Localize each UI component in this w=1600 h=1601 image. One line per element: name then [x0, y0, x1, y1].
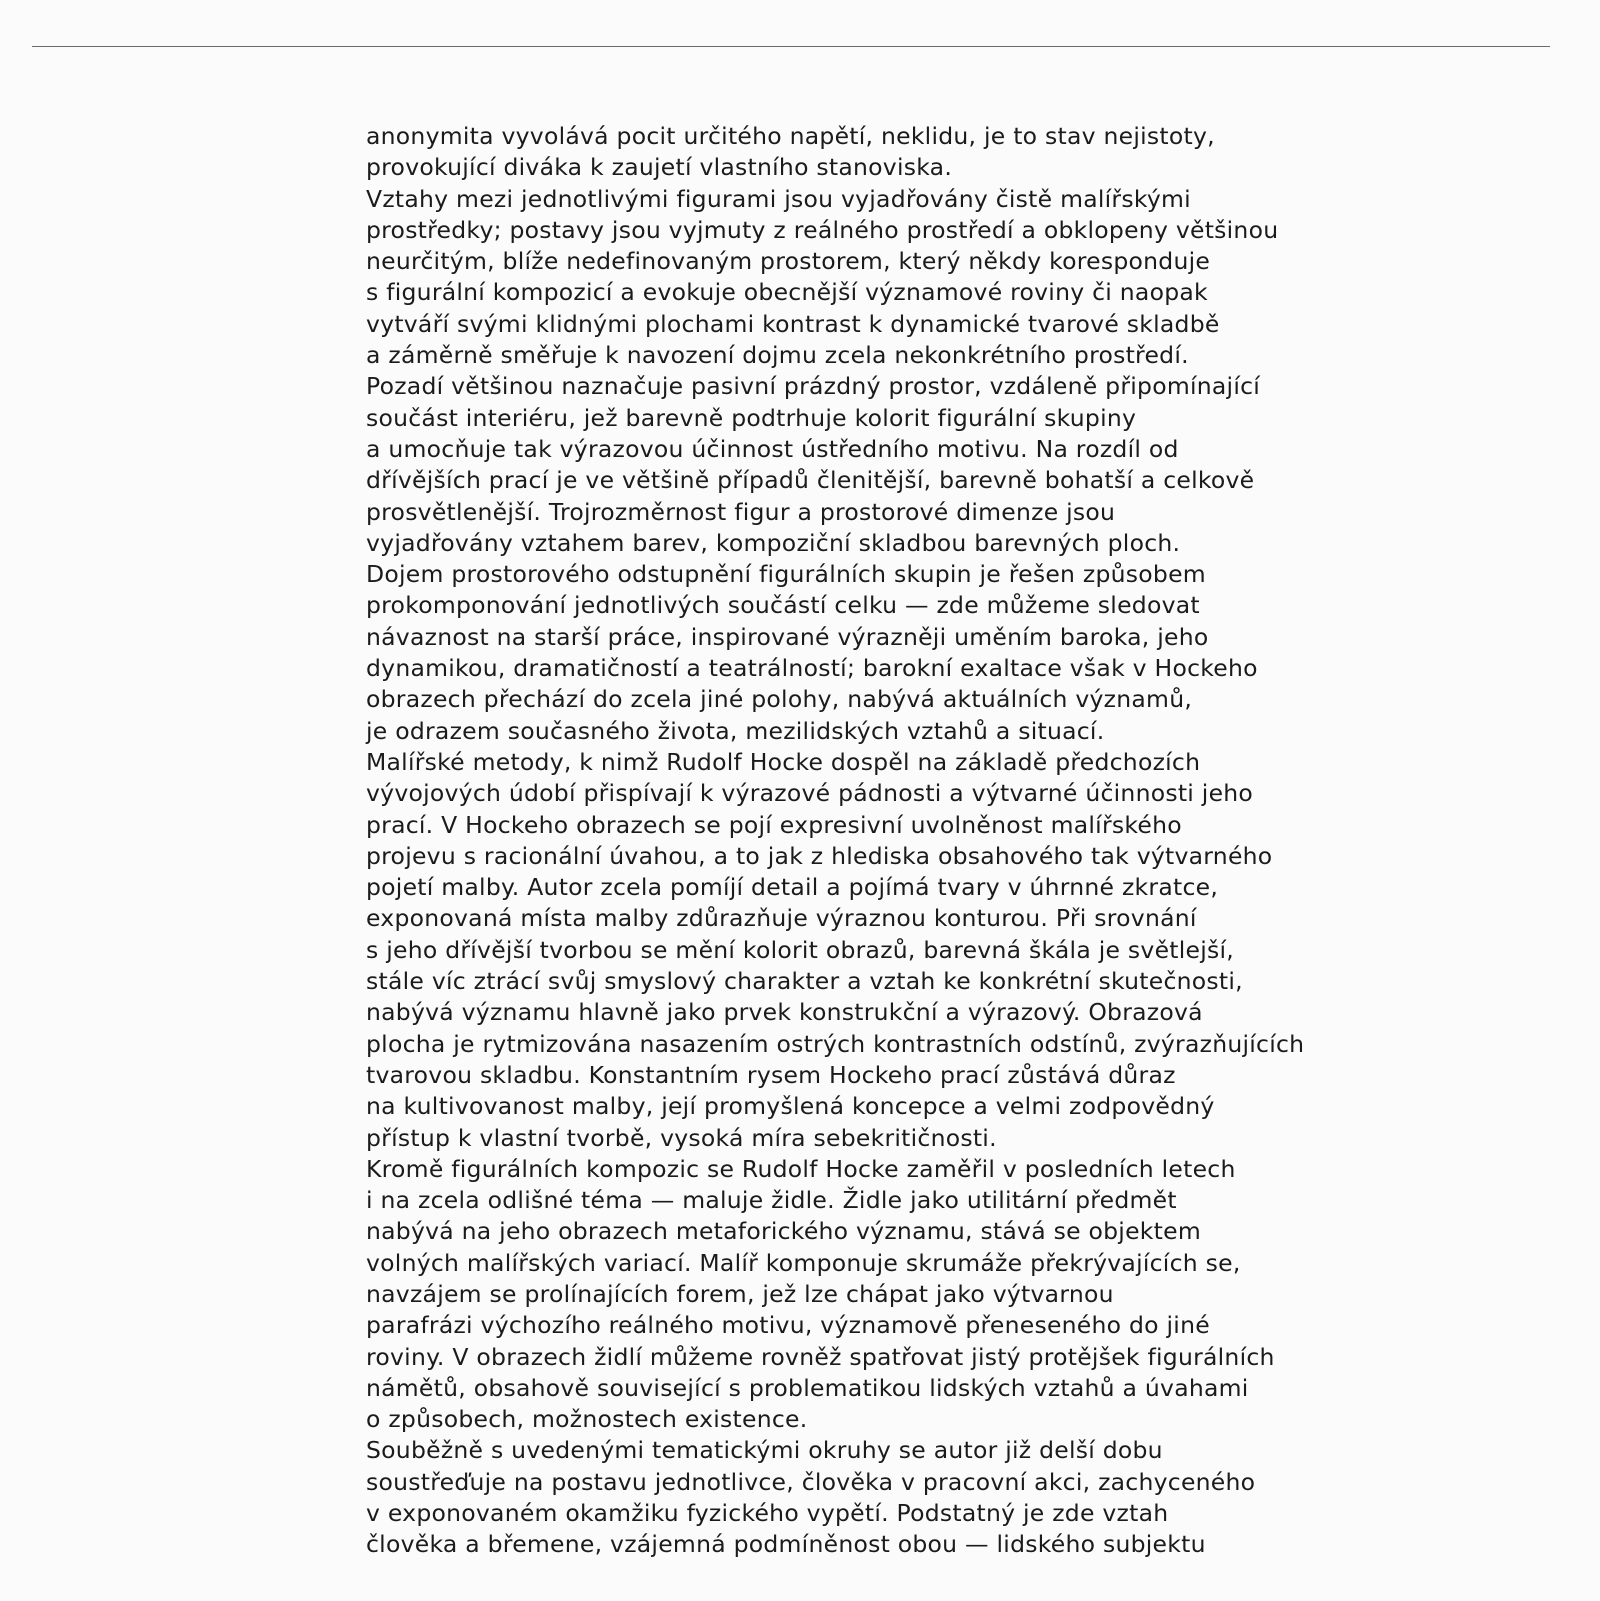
text-line: navzájem se prolínajících forem, jež lze chápat jako výtvarnou [366, 1279, 1114, 1308]
text-line: neurčitým, blíže nedefinovaným prostorem, který někdy koresponduje [366, 247, 1211, 276]
text-line: přístup k vlastní tvorbě, vysoká míra sebekritičnosti. [366, 1123, 997, 1152]
text-line: prostředky; postavy jsou vyjmuty z reálného prostředí a obklopeny většinou [366, 215, 1279, 244]
text-line: nabývá na jeho obrazech metaforického významu, stává se objektem [366, 1217, 1201, 1246]
text-line: prací. V Hockeho obrazech se pojí expresivní uvolněnost malířského [366, 810, 1182, 839]
text-line: a záměrně směřuje k navození dojmu zcela nekonkrétního prostředí. [366, 341, 1189, 370]
text-line: součást interiéru, jež barevně podtrhuje kolorit figurální skupiny [366, 403, 1137, 432]
text-line: nabývá významu hlavně jako prvek konstrukční a výrazový. Obrazová [366, 998, 1203, 1027]
text-line: dynamikou, dramatičností a teatrálností; barokní exaltace však v Hockeho [366, 654, 1258, 683]
text-line: v exponovaném okamžiku fyzického vypětí. Podstatný je zde vztah [366, 1499, 1169, 1528]
text-line: Vztahy mezi jednotlivými figurami jsou vyjadřovány čistě malířskými [366, 184, 1191, 213]
text-line: s jeho dřívější tvorbou se mění kolorit obrazů, barevná škála je světlejší, [366, 935, 1234, 964]
text-line: projevu s racionální úvahou, a to jak z hlediska obsahového tak výtvarného [366, 841, 1273, 870]
text-line: o způsobech, možnostech existence. [366, 1405, 808, 1434]
text-line: Souběžně s uvedenými tematickými okruhy se autor již delší dobu [366, 1436, 1163, 1465]
text-line: námětů, obsahově související s problematikou lidských vztahů a úvahami [366, 1373, 1249, 1402]
text-line: roviny. V obrazech židlí můžeme rovněž spatřovat jistý protějšek figurálních [366, 1342, 1275, 1371]
text-line: exponovaná místa malby zdůrazňuje výraznou konturou. Při srovnání [366, 904, 1197, 933]
text-line: anonymita vyvolává pocit určitého napětí, neklidu, je to stav nejistoty, [366, 122, 1215, 150]
text-line: soustřeďuje na postavu jednotlivce, člověka v pracovní akci, zachyceného [366, 1467, 1256, 1496]
text-line: Kromě figurálních kompozic se Rudolf Hocke zaměřil v posledních letech [366, 1154, 1236, 1183]
text-line: Dojem prostorového odstupnění figurálních skupin je řešen způsobem [366, 560, 1206, 589]
text-line: člověka a břemene, vzájemná podmíněnost obou — lidského subjektu [366, 1530, 1206, 1559]
text-line: prosvětlenější. Trojrozměrnost figur a prostorové dimenze jsou [366, 497, 1116, 526]
text-line: Malířské metody, k nimž Rudolf Hocke dospěl na základě předchozích [366, 747, 1201, 776]
text-line: prokomponování jednotlivých součástí celku — zde můžeme sledovat [366, 591, 1200, 620]
text-line: pojetí malby. Autor zcela pomíjí detail a pojímá tvary v úhrnné zkratce, [366, 873, 1219, 902]
text-line: parafrázi výchozího reálného motivu, významově přeneseného do jiné [366, 1311, 1210, 1340]
text-line: s figurální kompozicí a evokuje obecnější významové roviny či naopak [366, 278, 1208, 307]
text-line: tvarovou skladbu. Konstantním rysem Hockeho prací zůstává důraz [366, 1060, 1176, 1089]
body-text [366, 121, 1376, 1561]
text-line: i na zcela odlišné téma — maluje židle. Židle jako utilitární předmět [366, 1186, 1177, 1215]
text-line: a umocňuje tak výrazovou účinnost ústředního motivu. Na rozdíl od [366, 434, 1179, 463]
text-line: provokující diváka k zaujetí vlastního stanoviska. [366, 153, 953, 182]
text-line: na kultivovanost malby, její promyšlená koncepce a velmi zodpovědný [366, 1092, 1215, 1121]
text-line: návaznost na starší práce, inspirované výrazněji uměním baroka, jeho [366, 622, 1209, 651]
text-line: vývojových údobí přispívají k výrazové pádnosti a výtvarné účinnosti jeho [366, 779, 1254, 808]
text-line: Pozadí většinou naznačuje pasivní prázdný prostor, vzdáleně připomínající [366, 372, 1261, 401]
text-line: plocha je rytmizována nasazením ostrých kontrastních odstínů, zvýrazňujících [366, 1029, 1305, 1058]
text-line: obrazech přechází do zcela jiné polohy, nabývá aktuálních významů, [366, 685, 1193, 714]
text-line: vyjadřovány vztahem barev, kompoziční skladbou barevných ploch. [366, 528, 1181, 557]
text-line: vytváří svými klidnými plochami kontrast k dynamické tvarové skladbě [366, 309, 1220, 338]
text-line: volných malířských variací. Malíř komponuje skrumáže překrývajících se, [366, 1248, 1241, 1277]
text-line: stále víc ztrácí svůj smyslový charakter a vztah ke konkrétní skutečnosti, [366, 967, 1243, 996]
top-rule [32, 46, 1550, 47]
text-line: je odrazem současného života, mezilidských vztahů a situací. [366, 716, 1105, 745]
text-line: dřívějších prací je ve většině případů členitější, barevně bohatší a celkově [366, 466, 1255, 495]
